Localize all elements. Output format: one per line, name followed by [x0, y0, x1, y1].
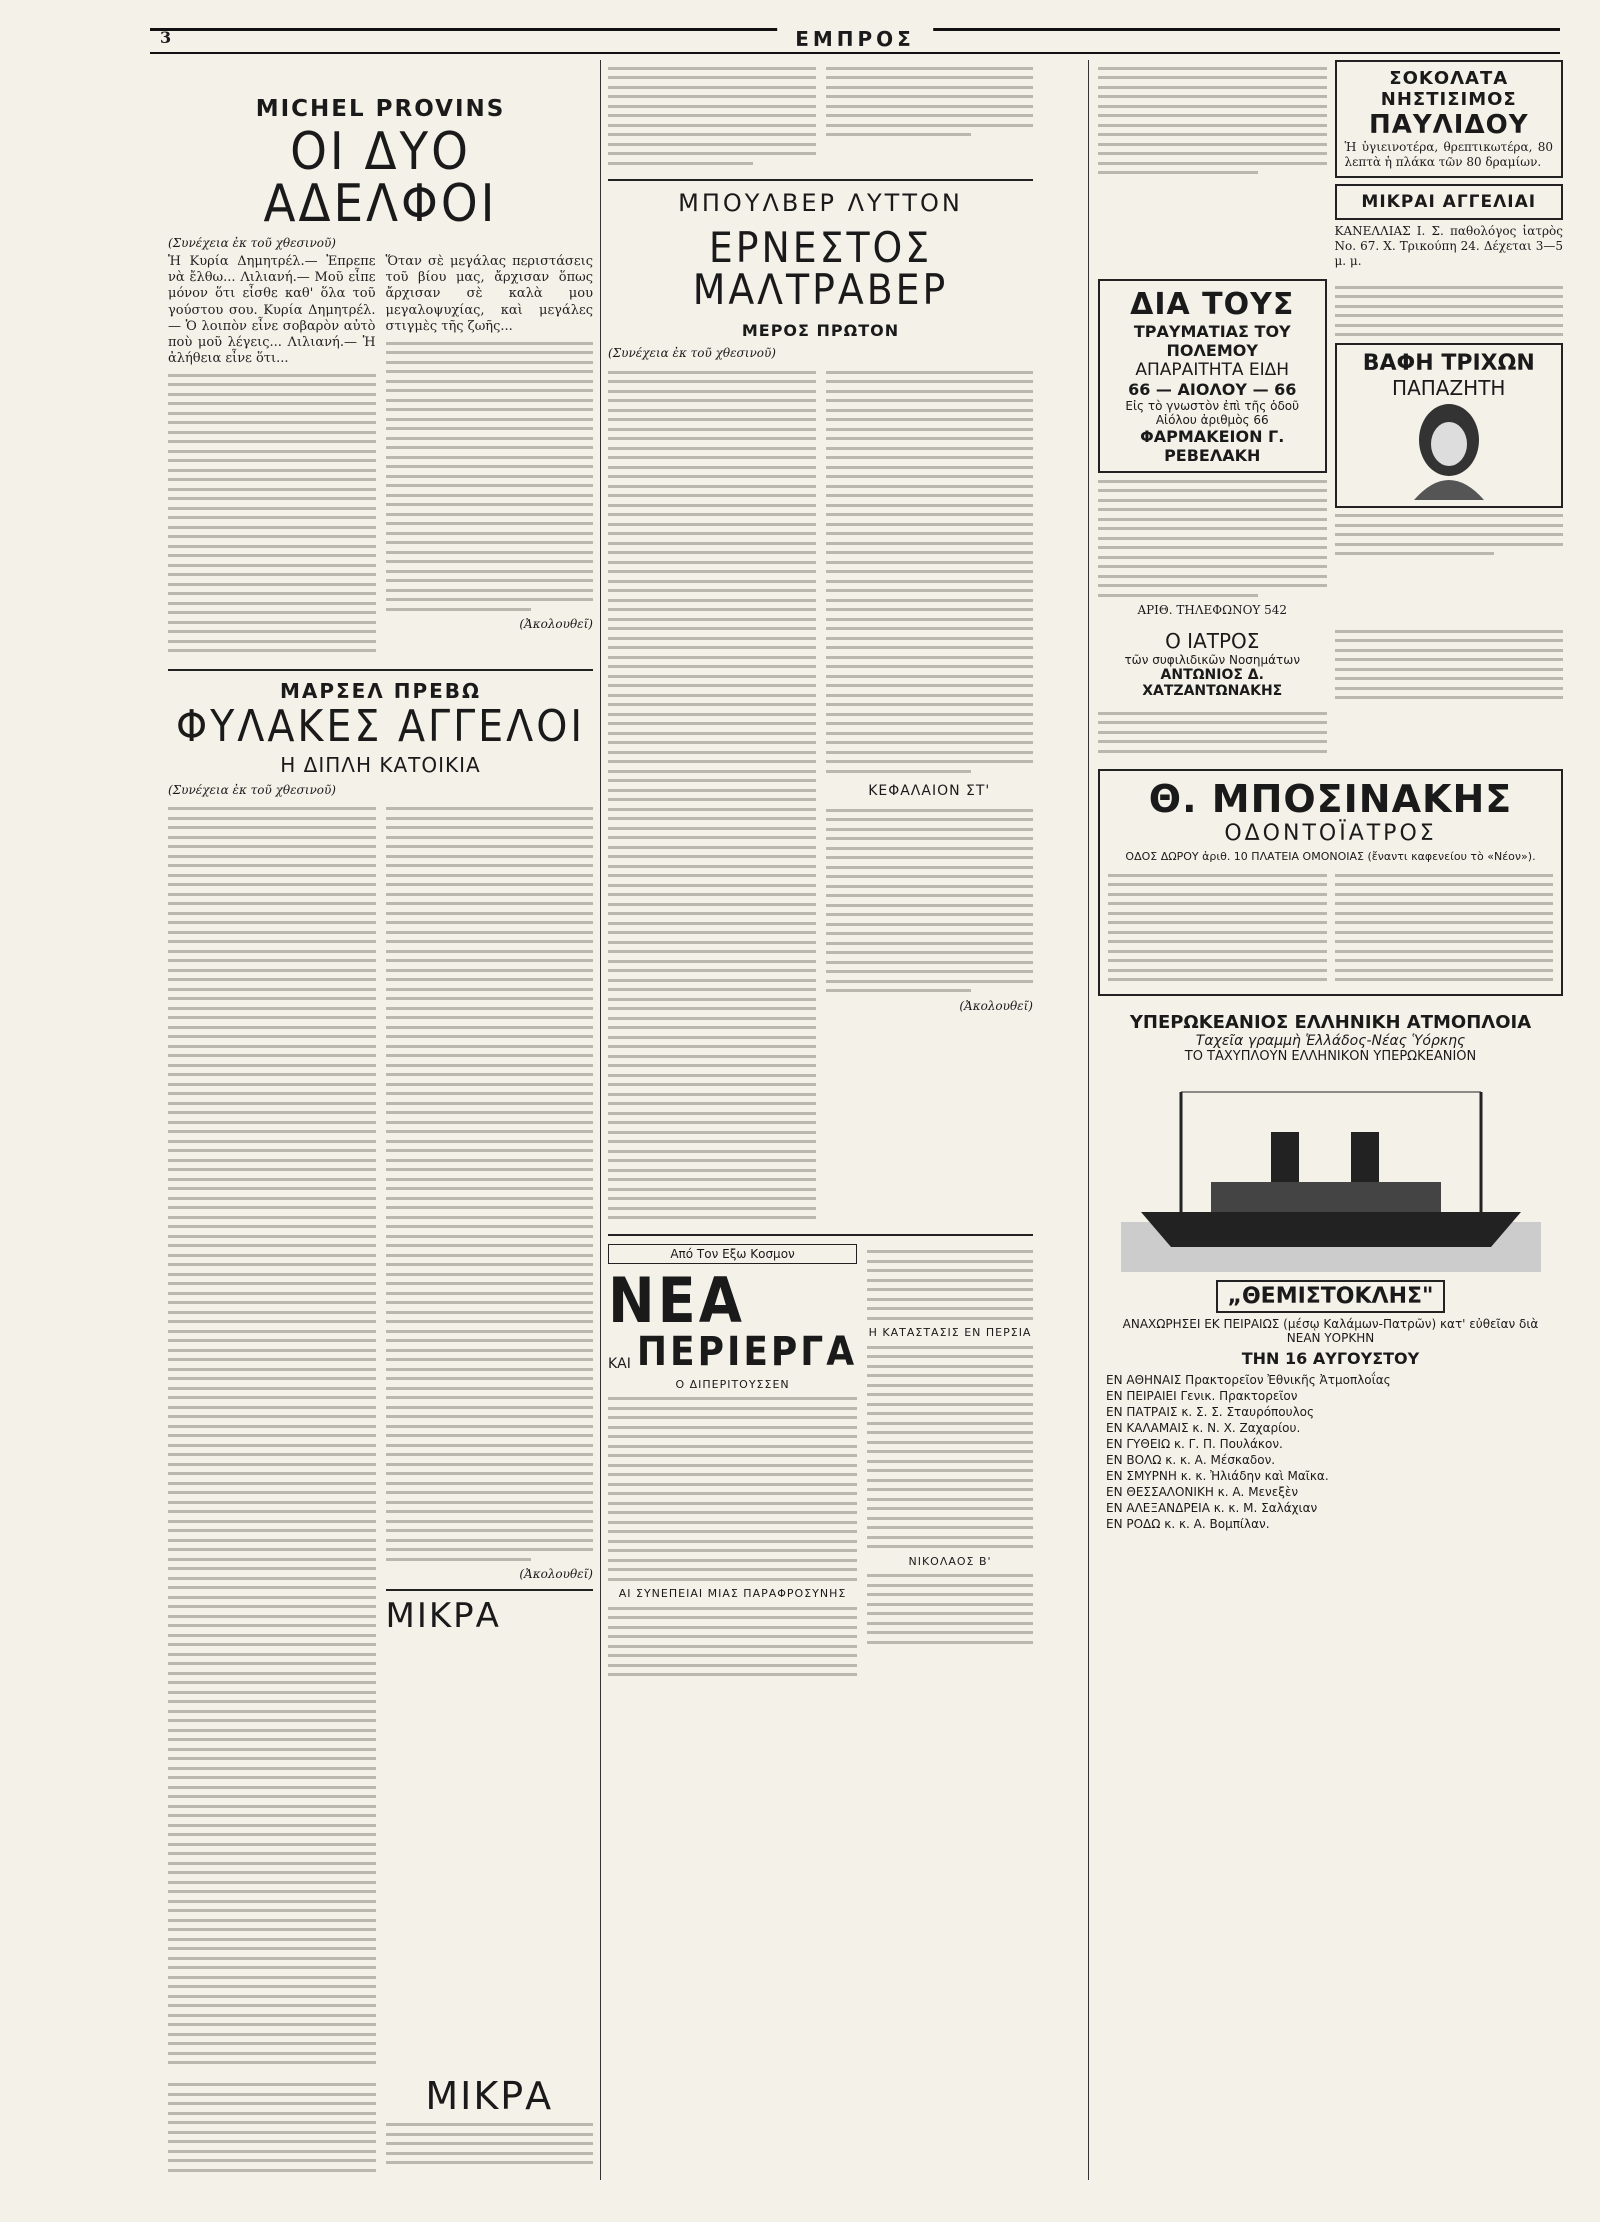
agent-line: ΕΝ ΑΘΗΝΑΙΣ Πρακτορεῖον Ἐθνικῆς Ἀτμοπλοΐας: [1106, 1372, 1391, 1387]
continued-note: (Συνέχεια ἐκ τοῦ χθεσινοῦ): [608, 346, 776, 360]
article-text-lines: [608, 1397, 857, 1581]
article-text-lines: [386, 2123, 594, 2164]
column-left: [168, 60, 593, 2178]
article-text-lines: [168, 801, 376, 2071]
news-headline: Η ΚΑΤΑΣΤΑΣΙΣ ΕΝ ΠΕΡΣΙΑ: [868, 1326, 1032, 1339]
news-headline: Ο ΔΙΠΕΡΙΤΟΥΣΣΕΝ: [675, 1377, 790, 1391]
ad-line: Ο ΙΑΤΡΟΣ: [1165, 629, 1260, 653]
news-section: [608, 1244, 1033, 1683]
newspaper-name: ΕΜΠΡΟΣ: [777, 27, 933, 51]
column-rule: [600, 60, 601, 2180]
serial-signature: (Ἀκολουθεῖ): [519, 1567, 593, 1582]
ad-small-notices: [1335, 184, 1564, 220]
ad-text: Ἡ ὑγιεινοτέρα, θρεπτικωτέρα, 80 λεπτὰ ἡ πλάκα τῶν 80 δραμίων.: [1344, 140, 1553, 169]
ad-dentist: [1098, 769, 1563, 996]
column-middle: [608, 60, 1033, 1683]
serial-guardian-angels: [168, 679, 593, 2179]
woman-portrait-icon: [1404, 400, 1494, 500]
ad-pharmacy: [1098, 279, 1327, 473]
article-text-lines: [168, 2077, 376, 2179]
ad-line: Ταχεῖα γραμμὴ Ἑλλάδος-Νέας Ὑόρκης: [1195, 1032, 1466, 1049]
agent-line: ΕΝ ΠΕΙΡΑΙΕΙ Γενικ. Πρακτορεῖον: [1106, 1388, 1298, 1403]
ship-name: „ΘΕΜΙΣΤΟΚΛΗΣ": [1216, 1280, 1446, 1313]
serial-signature: (Ἀκολουθεῖ): [519, 617, 593, 632]
news-title-kai: ΚΑΙ: [608, 1355, 631, 1372]
serial-author: MICHEL PROVINS: [255, 96, 506, 122]
ad-chocolate: [1335, 60, 1564, 178]
article-text-lines: [608, 1607, 857, 1677]
column-rule: [1088, 60, 1089, 2180]
continued-note: (Συνέχεια ἐκ τοῦ χθεσινοῦ): [168, 236, 336, 250]
column-right: [1098, 60, 1563, 1538]
ad-line: ΤΗΝ 16 ΑΥΓΟΥΣΤΟΥ: [1241, 1348, 1420, 1368]
serial-two-brothers: [168, 96, 593, 659]
article-text-lines: [1335, 514, 1564, 555]
news-kicker: Από Τον Εξω Κοσμον: [608, 1244, 857, 1264]
ad-line: τῶν συφιλιδικῶν Νοσημάτων: [1124, 653, 1301, 667]
ad-line: ΠΑΠΑΖΗΤΗ: [1392, 375, 1506, 400]
article-text-lines-top: [608, 60, 1033, 171]
serial-title: ΟΙ ΔΥΟ ΑΔΕΛΦΟΙ: [263, 122, 498, 234]
ad-name: Θ. ΜΠΟΣΙΝΑΚΗΣ: [1148, 777, 1513, 821]
serial-author: ΜΑΡΣΕΛ ΠΡΕΒΩ: [279, 678, 482, 703]
agent-line: ΕΝ ΑΛΕΞΑΝΔΡΕΙΑ κ. κ. Μ. Σαλάχιαν: [1106, 1500, 1318, 1515]
serial-title: ΕΡΝΕΣΤΟΣ ΜΑΛΤΡΑΒΕΡ: [692, 223, 949, 314]
divider: [386, 1589, 594, 1591]
steamship-icon: [1121, 1072, 1541, 1272]
divider: [168, 669, 593, 671]
article-text-lines: [386, 342, 594, 611]
ad-line: ΔΙΑ ΤΟΥΣ: [1130, 287, 1295, 322]
ad-title: ΣΟΚΟΛΑΤΑ ΝΗΣΤΙΣΙΜΟΣ: [1380, 68, 1517, 110]
article-text-lines: [1335, 623, 1564, 759]
agent-line: ΕΝ ΒΟΛΩ κ. κ. Α. Μέσκαδον.: [1106, 1452, 1276, 1467]
mikra-section: [168, 2073, 593, 2179]
news-title-2: ΠΕΡΙΕΡΓΑ: [636, 1328, 858, 1375]
ad-address: ΟΔΟΣ ΔΩΡΟΥ ἀριθ. 10 ΠΛΑΤΕΙΑ ΟΜΟΝΟΙΑΣ (ἔναντι καφενείου τὸ «Νέον»).: [1125, 850, 1536, 863]
article-text: Ἡ Κυρία Δημητρέλ.— Ἐπρεπε νὰ ἔλθω... Λιλιανή.— Μοῦ εἶπε μόνον ὅτι εἶσθε καθ' ὅλα τοῦ γούστου σου. Κυρία Δημητρέλ.— Ὁ λοιπὸν εἶνε σοβαρὸν αὐτὸ ποὺ μοῦ λέγεις... Λιλιανή.— Ἡ ἀλήθεια εἶνε ὅτι...: [168, 254, 376, 367]
ad-line: ΥΠΕΡΩΚΕΑΝΙΟΣ ΕΛΛΗΝΙΚΗ ΑΤΜΟΠΛΟΙΑ: [1129, 1011, 1532, 1033]
ad-line: ΑΝΑΧΩΡΗΣΕΙ ΕΚ ΠΕΙΡΑΙΩΣ (μέσῳ Καλάμων-Πατρῶν) κατ' εὐθεῖαν διὰ ΝΕΑΝ ΥΟΡΚΗΝ: [1122, 1316, 1539, 1345]
article-text-lines: [386, 807, 594, 1561]
news-headline: ΝΙΚΟΛΑΟΣ Β': [908, 1554, 992, 1568]
ad-line: ΦΑΡΜΑΚΕΙΟΝ Γ. ΡΕΒΕΛΑΚΗ: [1140, 427, 1285, 465]
article-text-lines: [168, 374, 376, 653]
section-title: ΜΙΚΡΑ: [425, 2073, 554, 2118]
continued-note: (Συνέχεια ἐκ τοῦ χθεσινοῦ): [168, 782, 336, 797]
ad-line: ΑΠΑΡΑΙΤΗΤΑ ΕΙΔΗ: [1135, 360, 1290, 380]
ad-doctor: [1098, 623, 1327, 705]
serial-signature: (Ἀκολουθεῖ): [959, 998, 1033, 1013]
ad-brand: ΠΑΥΛΙΔΟΥ: [1368, 110, 1529, 140]
page-number: 3: [160, 28, 172, 47]
serial-title: ΦΥΛΑΚΕΣ ΑΓΓΕΛΟΙ: [175, 700, 586, 752]
agent-line: ΕΝ ΓΥΘΕΙΩ κ. Γ. Π. Πουλάκον.: [1106, 1436, 1283, 1451]
article-body: [608, 364, 1033, 1226]
article-text-lines: [608, 364, 816, 1226]
serial-part: ΜΕΡΟΣ ΠΡΩΤΟΝ: [741, 321, 900, 340]
article-text: Ὅταν σὲ μεγάλας περιστάσεις τοῦ βίου μας, ἄρχισαν ὅπως ἄρχισαν σὲ καλὰ μου μεγαλοψυχίας, καὶ μεγάλες στιγμὲς τῆς ζωῆς...: [385, 254, 593, 334]
section-title: ΜΙΚΡΑ: [385, 1596, 501, 1637]
serial-maltravers: [608, 189, 1033, 1226]
ad-line: ΤΡΑΥΜΑΤΙΑΣ ΤΟΥ ΠΟΛΕΜΟΥ: [1133, 322, 1291, 360]
article-text-lines: [867, 1346, 1033, 1549]
news-title: ΝΕΑ: [608, 1263, 745, 1337]
divider: [608, 1234, 1033, 1236]
article-text-lines: [1098, 60, 1327, 269]
article-body: [168, 801, 593, 2071]
chapter-heading: ΚΕΦΑΛΑΙΟΝ ΣΤ': [868, 782, 991, 799]
article-text-lines: [1098, 712, 1327, 753]
ad-line: ΑΝΤΩΝΙΟΣ Δ. ΧΑΤΖΑΝΤΩΝΑΚΗΣ: [1142, 667, 1283, 699]
ad-role: ΟΔΟΝΤΟΪΑΤΡΟΣ: [1224, 821, 1437, 846]
agent-list: [1106, 1372, 1555, 1532]
serial-subtitle: Η ΔΙΠΛΗ ΚΑΤΟΙΚΙΑ: [280, 752, 481, 777]
news-headline: ΑΙ ΣΥΝΕΠΕΙΑΙ ΜΙΑΣ ΠΑΡΑΦΡΟΣΥΝΗΣ: [618, 1587, 847, 1600]
agent-line: ΕΝ ΠΑΤΡΑΙΣ κ. Σ. Σ. Σταυρόπουλος: [1106, 1404, 1315, 1419]
agent-line: ΕΝ ΘΕΣΣΑΛΟΝΙΚΗ κ. Α. Μενεξὲν: [1106, 1484, 1299, 1499]
article-text-lines: [826, 371, 1034, 773]
ad-shipping-line: [1098, 1006, 1563, 1538]
divider: [608, 179, 1033, 181]
agent-line: ΕΝ ΣΜΥΡΝΗ κ. κ. Ἠλιάδην καὶ Μαῖκα.: [1106, 1468, 1329, 1483]
article-text-lines: [1335, 286, 1564, 337]
ad-hair-dye: [1335, 343, 1564, 508]
ad-line: ΒΑΦΗ ΤΡΙΧΩΝ: [1362, 350, 1535, 376]
ad-line: Εἰς τὸ γνωστὸν ἐπὶ τῆς ὁδοῦ Αἰόλου ἀριθμὸς 66: [1125, 399, 1300, 427]
ad-text: ΚΑΝΕΛΛΙΑΣ Ι. Σ. παθολόγος ἰατρὸς Νο. 67. Χ. Τρικούπη 24. Δέχεται 3—5 μ. μ.: [1334, 224, 1563, 268]
masthead: [150, 28, 1560, 54]
ad-phone: ΑΡΙΘ. ΤΗΛΕΦΩΝΟΥ 542: [1137, 603, 1288, 617]
article-body: [168, 254, 593, 659]
article-text-lines: [826, 809, 1034, 993]
serial-author: ΜΠΟΥΛΒΕΡ ΛΥΤΤΟΝ: [678, 189, 963, 217]
agent-line: ΕΝ ΚΑΛΑΜΑΙΣ κ. Ν. Χ. Ζαχαρίου.: [1106, 1420, 1301, 1435]
agent-line: ΕΝ ΡΟΔΩ κ. κ. Α. Βομπίλαν.: [1106, 1516, 1270, 1531]
article-text-lines: [867, 1250, 1033, 1320]
ad-line: 66 — ΑΙΟΛΟΥ — 66: [1128, 380, 1297, 399]
ad-line: ΤΟ ΤΑΧΥΠΛΟΥΝ ΕΛΛΗΝΙΚΟΝ ΥΠΕΡΩΚΕΑΝΙΟΝ: [1184, 1048, 1477, 1064]
article-text-lines: [1098, 480, 1327, 597]
article-text-lines: [867, 1574, 1033, 1644]
ad-title: ΜΙΚΡΑΙ ΑΓΓΕΛΙΑΙ: [1361, 192, 1537, 212]
